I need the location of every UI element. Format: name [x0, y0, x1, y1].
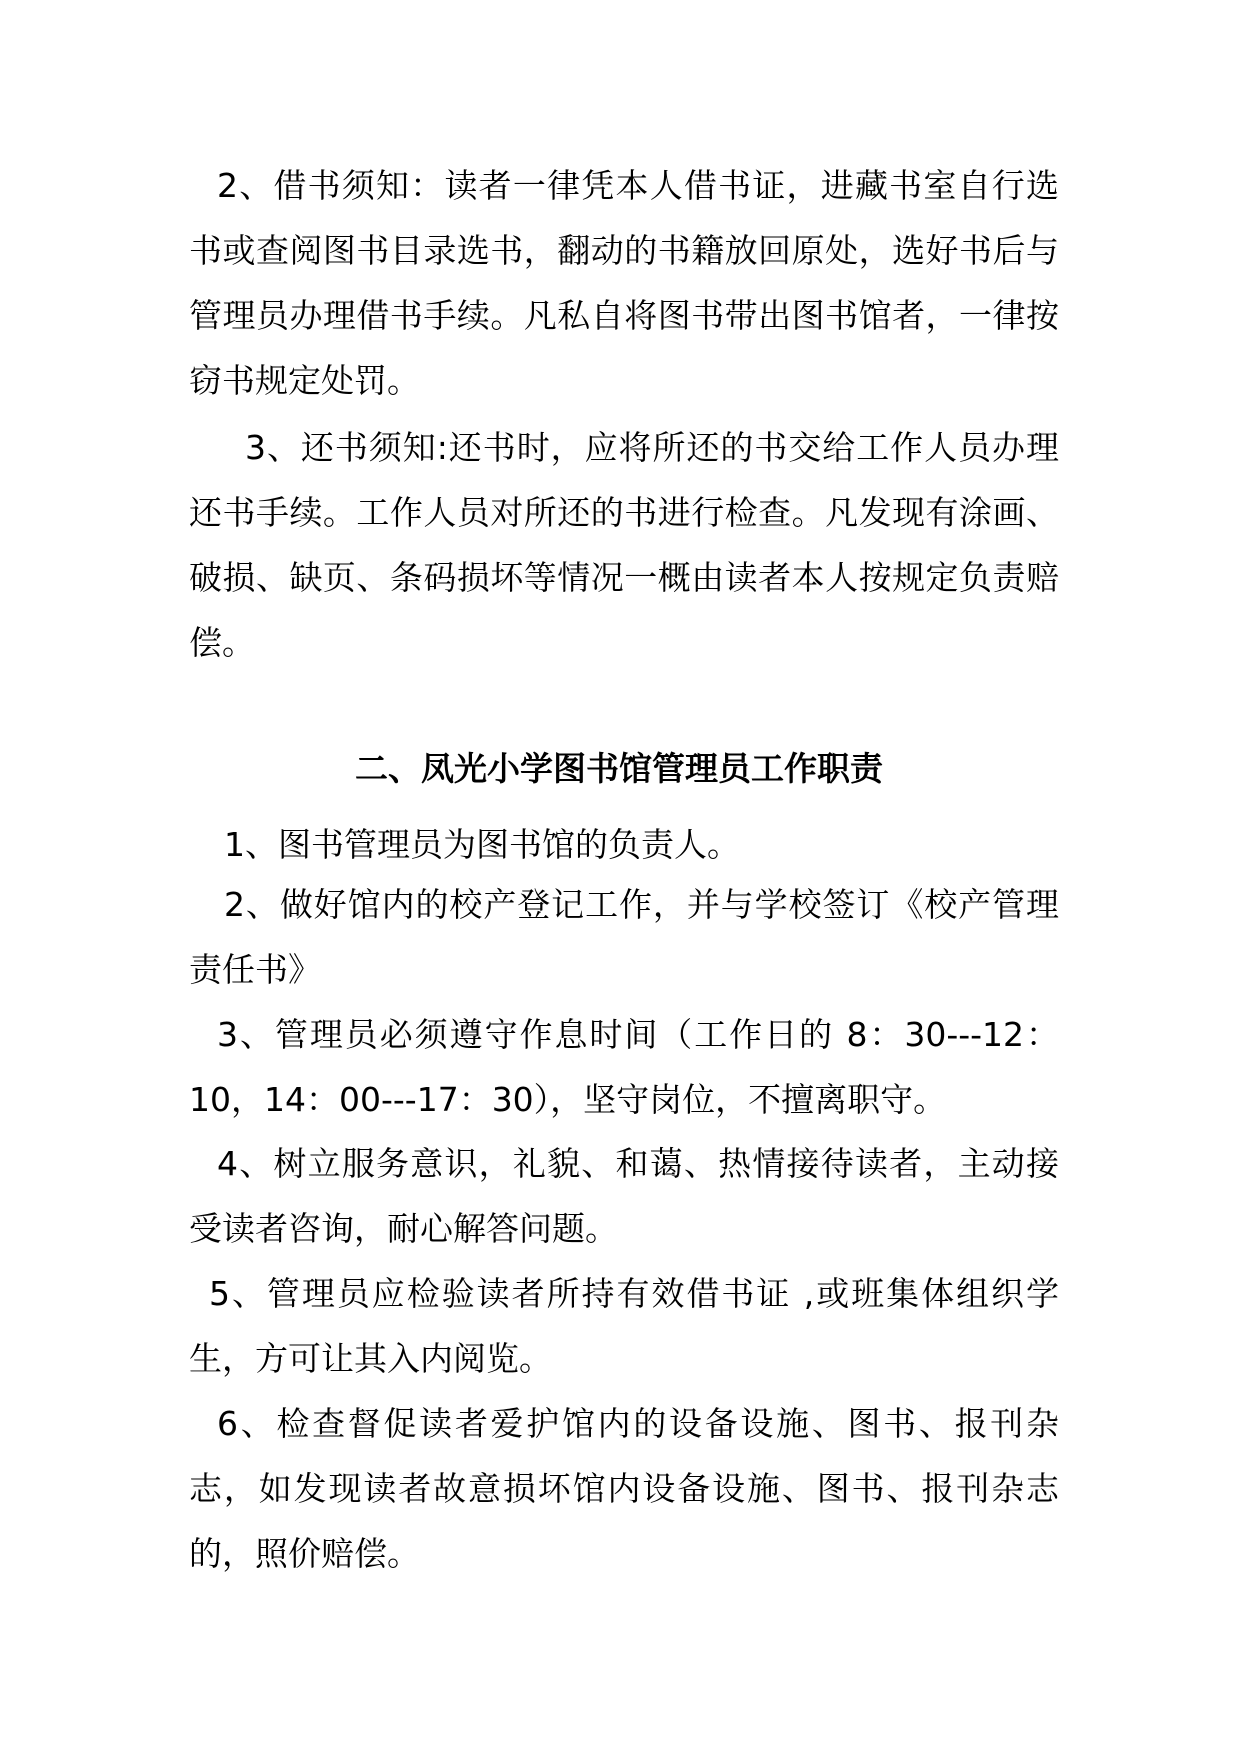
duty-item-2: 2、做好馆内的校产登记工作，并与学校签订《校产管理责任书》 [189, 885, 1059, 989]
borrow-rules-paragraph: 2、借书须知：读者一律凭本人借书证，进藏书室自行选书或查阅图书目录选书，翻动的书籍放回原处，选好书后与管理员办理借书手续。凡私自将图书带出图书馆者，一律按窃书规定处罚。 [189, 166, 1059, 400]
section-heading: 二、凤光小学图书馆管理员工作职责 [355, 749, 883, 788]
duty-item-6: 6、检查督促读者爱护馆内的设备设施、图书、报刊杂志，如发现读者故意损坏馆内设备设施、图书、报刊杂志的，照价赔偿。 [189, 1404, 1059, 1573]
duty-item-4: 4、树立服务意识，礼貌、和蔼、热情接待读者，主动接受读者咨询，耐心解答问题。 [189, 1144, 1059, 1248]
duty-item-3: 3、管理员必须遵守作息时间（工作日的 8：30---12：10，14：00---17：30），坚守岗位，不擅离职守。 [189, 1015, 1059, 1119]
return-rules-paragraph: 3、还书须知:还书时，应将所还的书交给工作人员办理还书手续。工作人员对所还的书进行检查。凡发现有涂画、破损、缺页、条码损坏等情况一概由读者本人按规定负责赔偿。 [189, 428, 1059, 662]
duty-item-1: 1、图书管理员为图书馆的负责人。 [224, 825, 740, 864]
duty-item-5: 5、管理员应检验读者所持有效借书证 ,或班集体组织学生，方可让其入内阅览。 [189, 1274, 1059, 1378]
